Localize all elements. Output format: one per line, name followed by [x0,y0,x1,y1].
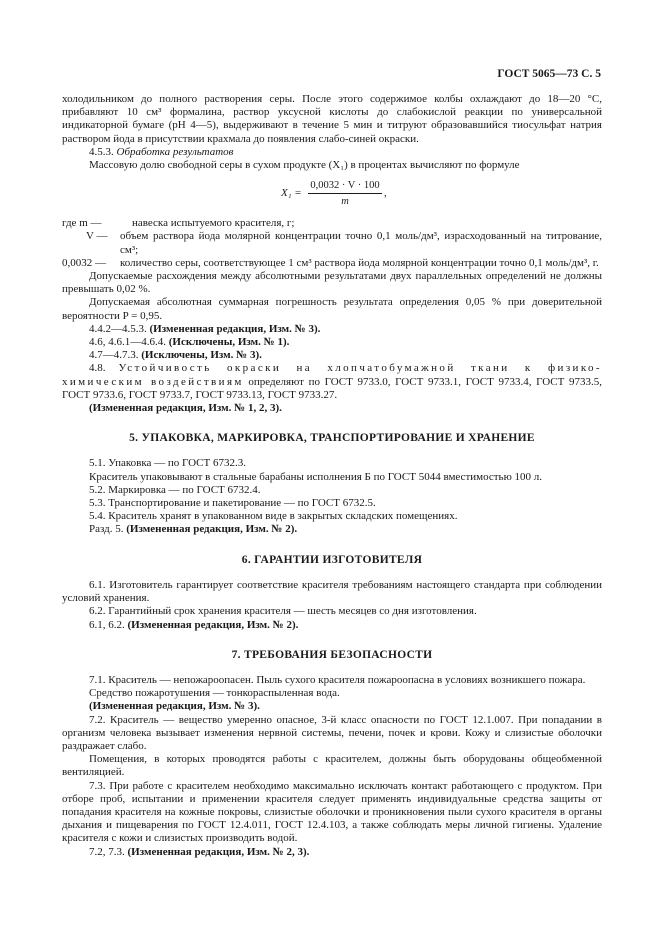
definition-term: где m — [62,217,102,230]
formula-tail: , [384,187,387,200]
section-4-5-3-heading [62,146,602,159]
variable-definitions [62,217,602,270]
amendment-number: 6.1, 6.2. [89,618,125,631]
paragraph-6-1: 6.1. Изготовитель гарантирует соответствие красителя требованиям настоящего стандарта при соблюдении условий хранения. [62,578,602,605]
definition-v [62,230,602,256]
formula-lhs: X₁ = [281,187,302,200]
amendment-line [62,349,602,362]
paragraph-continuation: холодильником до полного растворения серы. После этого содержимое колбы охлаждают до 18—20 °С, прибавляют 10 см³ формалина, раствор уксусной кислоты до слабокислой реакции по универсальной индикаторной бумаге (рН 4—5), выдерживают в течение 5 мин и титруют образовавшийся тиосульфат натрия раствором йода в присутствии крахмала до появления слабо-синей окраски. [62,93,602,145]
paragraph-text: определяют по ГОСТ 9733.0, ГОСТ 9733.1, ГОСТ 9733.4, ГОСТ 9733.5, ГОСТ 9733.6, ГОСТ 9733.7, ГОСТ 9733.13, ГОСТ 9733.27. [62,375,602,401]
page-content [62,93,602,859]
section-5-title: 5. УПАКОВКА, МАРКИРОВКА, ТРАНСПОРТИРОВАНИЕ И ХРАНЕНИЕ [129,432,535,445]
paragraph-4-8 [62,362,602,402]
amendment-line [62,323,602,336]
section-number: 4.5.3. [89,145,114,158]
amendment-text: (Измененная редакция, Изм. № 2, 3). [127,845,310,858]
paragraph-5-1-packaging: Краситель упаковывают в стальные барабаны исполнения Б по ГОСТ 5044 вместимостью 100 л. [89,470,543,483]
section-title: Обработка результатов [116,145,234,158]
section-number: 4.8. [89,362,106,375]
amendment-number: 4.7—4.7.3. [89,349,139,362]
definition-constant [62,257,602,270]
formula-fraction [308,179,382,208]
paragraph-5-4: 5.4. Краситель хранят в упакованном виде в закрытых складских помещениях. [89,510,458,523]
paragraph-7-1-extinguishing: Средство пожаротушения — тонкораспыленная вода. [89,687,340,700]
section-7-title: 7. ТРЕБОВАНИЯ БЕЗОПАСНОСТИ [231,648,433,661]
definition-text: количество серы, соответствующее 1 см³ раствора йода молярной концентрации точно 0,1 моль/дм³, г. [120,256,599,269]
amendment-number: Разд. 5. [89,523,124,536]
amendment-text: (Исключены, Изм. № 1). [168,336,290,349]
amendment-line [62,336,602,349]
definition-term: V — [86,230,108,243]
formula [62,179,602,209]
amendment-text: (Исключены, Изм. № 3). [141,349,262,362]
formula-denominator: m [341,196,349,208]
amendment-text: (Измененная редакция, Изм. № 2). [127,618,299,631]
paragraph-tolerance: Допускаемые расхождения между абсолютными результатами двух параллельных определений не должны превышать 0,02 %. [62,270,602,296]
paragraph-7-2-ventilation: Помещения, в которых проводятся работы с красителем, должны быть оборудованы общеобменной вентиляцией. [62,753,602,779]
paragraph-error: Допускаемая абсолютная суммарная погрешность результата определения 0,05 % при доверительной вероятности P = 0,95. [62,296,602,322]
definition-term: 0,0032 — [62,256,106,269]
amendment-line: (Измененная редакция, Изм. № 1, 2, 3). [89,402,282,415]
paragraph-7-1: 7.1. Краситель — непожароопасен. Пыль сухого красителя пожароопасна в условиях возникшего пожара. [89,673,586,686]
amendment-line [62,619,602,632]
paragraph-6-2: 6.2. Гарантийный срок хранения красителя — шесть месяцев со дня изготовления. [89,605,477,618]
spaced-emphasis: Устойчивость окраски на хлопчатобумажной ткани к физико-химическим воздействиям [62,362,602,388]
section-6-title: 6. ГАРАНТИИ ИЗГОТОВИТЕЛЯ [241,553,423,566]
amendment-number: 4.6, 4.6.1—4.6.4. [89,336,166,349]
paragraph-5-3: 5.3. Транспортирование и пакетирование — по ГОСТ 6732.5. [89,497,376,510]
page-header: ГОСТ 5065—73 С. 5 [497,68,601,80]
amendment-text: (Измененная редакция, Изм. № 3). [149,322,321,335]
definition-text: объем раствора йода молярной концентрации точно 0,1 моль/дм³, израсходованный на титрование, см³; [120,230,602,256]
paragraph-7-3: 7.3. При работе с красителем необходимо максимально исключать контакт работающего с продуктом. При отборе проб, испытании и применении красителя следует применять индивидуальные средства защиты от попадания красителя на кожные покровы, слизистые оболочки и проникновения пыли сухого красителя в органы дыхания и пищеварения по ГОСТ 12.4.011, ГОСТ 12.4.103, а также соблюдать меры личной гигиены. Удаление красителя с кожи и слизистых производить водой. [62,779,602,845]
paragraph-5-2: 5.2. Маркировка — по ГОСТ 6732.4. [89,483,261,496]
amendment-line [62,846,602,859]
definition-m [62,217,602,230]
formula-numerator: 0,0032 · V · 100 [308,179,382,194]
paragraph-formula-intro: Массовую долю свободной серы в сухом продукте (X₁) в процентах вычисляют по формуле [89,159,520,172]
amendment-number: 7.2, 7.3. [89,845,125,858]
paragraph-5-1: 5.1. Упаковка — по ГОСТ 6732.3. [89,457,246,470]
paragraph-7-2: 7.2. Краситель — вещество умеренно опасное, 3-й класс опасности по ГОСТ 12.1.007. При попадании в организм человека вызывает изменения нервной системы, печени, почек и крови. Кожу и слизистые оболочки раздражает слабо. [62,713,602,752]
amendment-text: (Измененная редакция, Изм. № 2). [126,523,298,536]
amendment-number: 4.4.2—4.5.3. [89,322,147,335]
amendment-line [62,523,602,536]
amendment-line: (Измененная редакция, Изм. № 3). [89,700,260,713]
definition-text: навеска испытуемого красителя, г; [132,217,295,230]
